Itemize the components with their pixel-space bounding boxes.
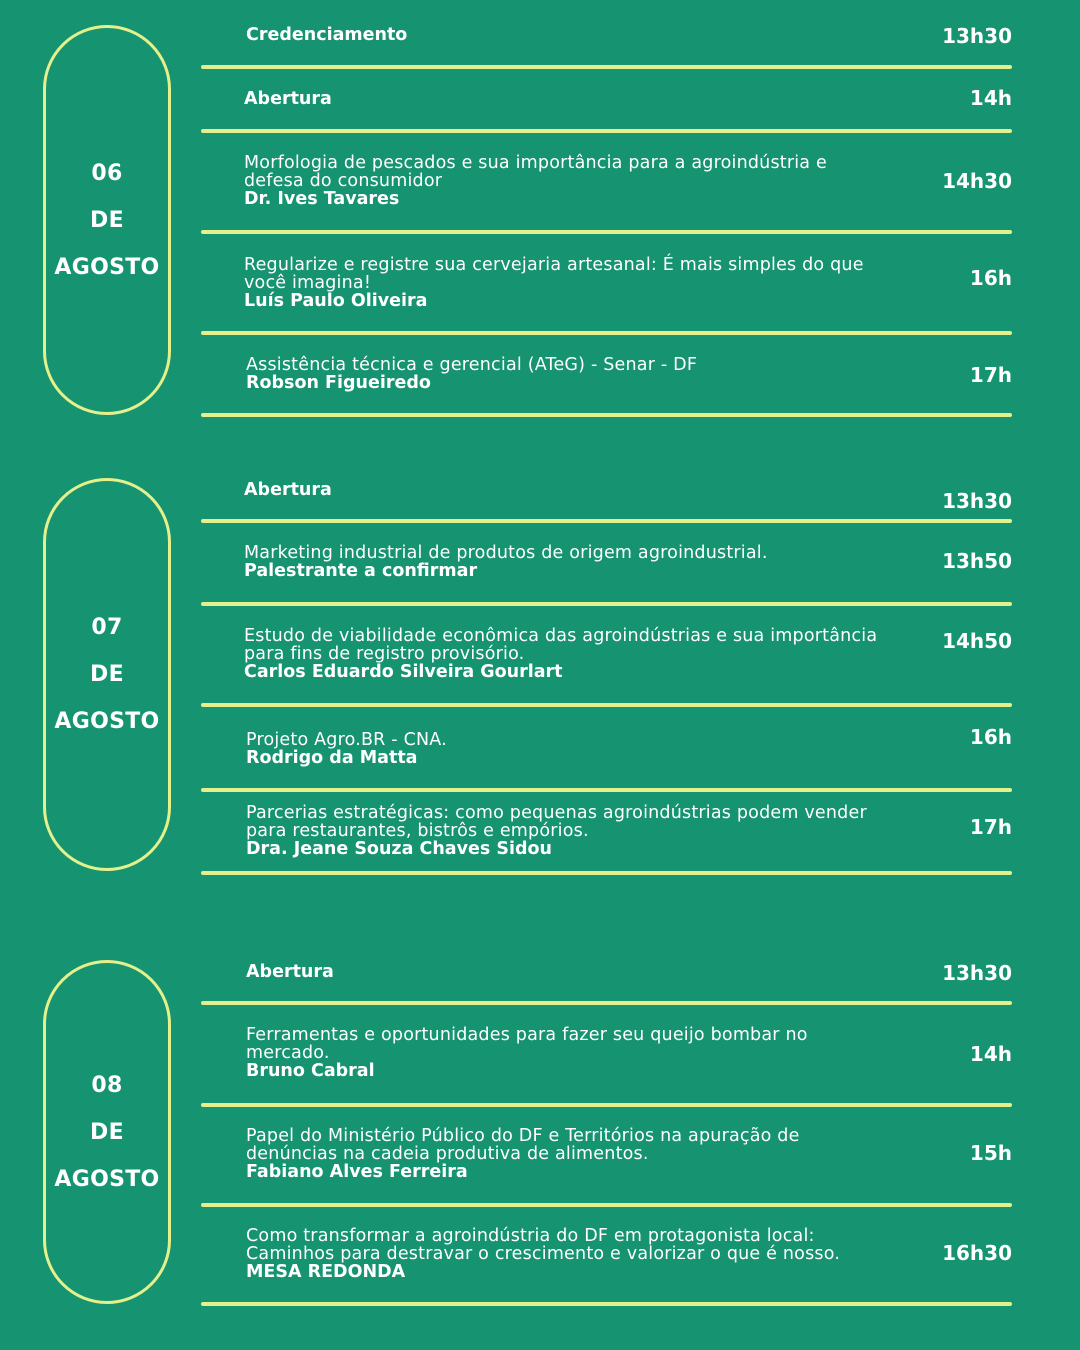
divider <box>201 871 1012 875</box>
divider <box>201 129 1012 133</box>
session-row <box>201 356 1012 396</box>
divider <box>201 230 1012 234</box>
session-time: 13h30 <box>942 489 1012 513</box>
divider <box>201 703 1012 707</box>
session-speaker: Fabiano Alves Ferreira <box>246 1162 468 1182</box>
day-badge-08 <box>43 960 171 1304</box>
divider <box>201 1302 1012 1306</box>
session-title: Credenciamento <box>246 25 408 45</box>
session-title: Assistência técnica e gerencial (ATeG) - Senar - DF <box>246 355 698 375</box>
session-title: Como transformar a agroindústria do DF em protagonista local: Caminhos para destravar o crescimento e valorizar o que é nosso. <box>246 1226 841 1264</box>
divider <box>201 1203 1012 1207</box>
session-speaker: MESA REDONDA <box>246 1262 406 1282</box>
session-speaker: Dr. Ives Tavares <box>244 189 400 209</box>
session-time: 14h30 <box>942 169 1012 193</box>
session-speaker: Carlos Eduardo Silveira Gourlart <box>244 662 563 682</box>
session-time: 14h <box>969 86 1012 110</box>
session-speaker: Luís Paulo Oliveira <box>244 291 428 311</box>
session-title: Morfologia de pescados e sua importância para a agroindústria e defesa do consumidor <box>244 153 827 191</box>
day-badge-07 <box>43 478 171 871</box>
session-title: Estudo de viabilidade econômica das agroindústrias e sua importância para fins de registro provisório. <box>244 626 878 664</box>
session-row <box>201 1026 1012 1082</box>
session-time: 13h30 <box>942 24 1012 48</box>
session-title: Ferramentas e oportunidades para fazer seu queijo bombar no mercado. <box>246 1025 808 1063</box>
divider <box>201 602 1012 606</box>
session-time: 14h50 <box>942 629 1012 653</box>
session-speaker: Bruno Cabral <box>246 1061 375 1081</box>
session-row <box>201 86 1012 114</box>
session-row <box>201 22 1012 50</box>
day-number: 06 <box>91 160 123 186</box>
session-title: Marketing industrial de produtos de origem agroindustrial. <box>244 543 768 563</box>
divider <box>201 413 1012 417</box>
session-row <box>201 804 1012 860</box>
divider <box>201 65 1012 69</box>
session-title: Projeto Agro.BR - CNA. <box>246 730 447 750</box>
session-title: Papel do Ministério Público do DF e Territórios na apuração de denúncias na cadeia produtiva de alimentos. <box>246 1126 800 1164</box>
session-speaker: Palestrante a confirmar <box>244 561 478 581</box>
session-speaker: Robson Figueiredo <box>246 373 431 393</box>
session-time: 16h <box>969 266 1012 290</box>
day-number: 08 <box>91 1072 123 1098</box>
divider <box>201 1103 1012 1107</box>
day-month: AGOSTO <box>54 1166 160 1192</box>
divider <box>201 331 1012 335</box>
divider <box>201 788 1012 792</box>
session-row <box>201 627 1012 683</box>
day-month: AGOSTO <box>54 254 160 280</box>
session-time: 16h30 <box>942 1241 1012 1265</box>
session-speaker: Rodrigo da Matta <box>246 748 418 768</box>
day-de: DE <box>90 207 124 233</box>
session-title: Abertura <box>246 962 334 982</box>
session-row <box>201 1127 1012 1183</box>
day-de: DE <box>90 1119 124 1145</box>
session-row <box>201 256 1012 312</box>
session-row <box>201 958 1012 988</box>
day-month: AGOSTO <box>54 709 160 734</box>
session-time: 13h50 <box>942 549 1012 573</box>
session-time: 13h30 <box>942 961 1012 985</box>
session-row <box>201 725 1012 771</box>
session-time: 14h <box>969 1042 1012 1066</box>
session-time: 15h <box>969 1141 1012 1165</box>
divider <box>201 1001 1012 1005</box>
session-time: 17h <box>969 815 1012 839</box>
session-speaker: Dra. Jeane Souza Chaves Sidou <box>246 839 552 859</box>
day-de: DE <box>90 662 124 687</box>
session-time: 16h <box>969 725 1012 749</box>
session-row <box>201 476 1012 516</box>
divider <box>201 519 1012 523</box>
session-title: Abertura <box>244 89 332 109</box>
session-row <box>201 154 1012 210</box>
session-row <box>201 544 1012 584</box>
day-badge-06 <box>43 25 171 415</box>
day-number: 07 <box>91 615 123 640</box>
session-row <box>201 1227 1012 1283</box>
session-title: Parcerias estratégicas: como pequenas agroindústrias podem vender para restaurantes, bistrôs e empórios. <box>246 803 867 841</box>
session-title: Regularize e registre sua cervejaria artesanal: É mais simples do que você imagina! <box>244 255 864 293</box>
session-time: 17h <box>969 363 1012 387</box>
session-title: Abertura <box>244 480 332 500</box>
